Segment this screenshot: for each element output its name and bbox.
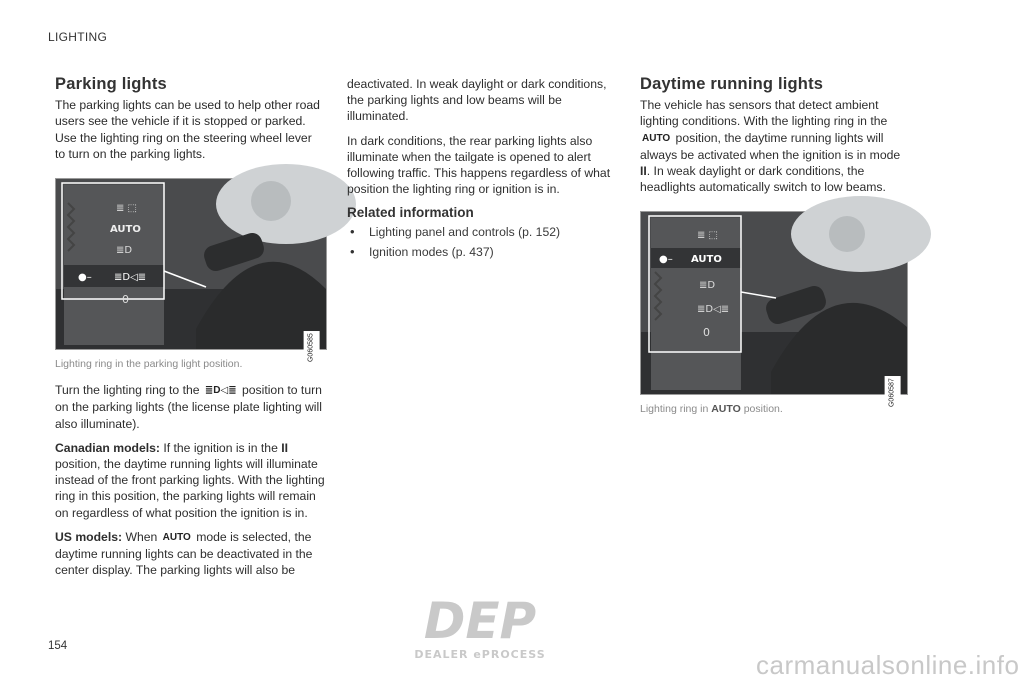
svg-text:●–: ●– (659, 254, 673, 266)
parking-intro: The parking lights can be used to help other road users see the vehicle if it is stopped or parked. Use the lighting ring on the steering wheel lever to turn on the parking lights. (55, 98, 320, 161)
lighting-ring-auto-illustration (641, 212, 907, 394)
deactivated-paragraph: deactivated. In weak daylight or dark conditions, the parking lights and low beams will be illuminated. (347, 77, 607, 124)
us-models-paragraph: US models: When AUTO mode is selected, the daytime running lights can be deactivated in the center display. The parking lights will also be (55, 529, 313, 578)
svg-text:≣D: ≣D (116, 245, 133, 257)
zero-label: 0 (703, 326, 710, 340)
svg-text:DEP: DEP (423, 592, 537, 650)
turn-ring-paragraph: Turn the lighting ring to the ≣D◁≣ position to turn on the parking lights (the license plate lighting will also illuminate). (55, 383, 322, 431)
drl-paragraph: The vehicle has sensors that detect ambient lighting conditions. With the lighting ring in the AUTO position, the daytime running lights will always be activated when the ignition is in mode II. In weak daylight or dark conditions, the headlights automatically switch to low beams. (640, 98, 901, 195)
auto-position-figure (640, 211, 908, 408)
parking-lights-section (55, 76, 325, 586)
parking-figure-caption: Lighting ring in the parking light position. (55, 358, 243, 371)
page-number: 154 (48, 640, 68, 652)
svg-text:≣D◁≣: ≣D◁≣ (697, 304, 730, 316)
parking-light-figure (55, 178, 327, 362)
related-link-ignition-modes[interactable]: • Ignition modes (p. 437) (347, 244, 615, 260)
parking-lights-heading: Parking lights (55, 75, 167, 93)
parking-light-icon: ≣D◁≣ (204, 385, 237, 397)
lighting-ring-illustration (56, 179, 326, 349)
auto-figure-caption: Lighting ring in AUTO position. (640, 403, 783, 416)
auto-symbol: AUTO (642, 132, 671, 144)
auto-label: AUTO (691, 254, 722, 266)
zero-label: 0 (122, 293, 129, 307)
rear-parking-paragraph: In dark conditions, the rear parking lights also illuminate when the tailgate is opened to alert following traffic. This happens regardless of what position the lighting ring or ignition is in. (347, 133, 611, 197)
daytime-running-lights-section (640, 76, 908, 428)
parking-lights-continued (347, 76, 615, 264)
watermark: carmanualsonline.info (756, 650, 1019, 680)
svg-text:≣D◁≣: ≣D◁≣ (114, 272, 147, 284)
svg-text:≣ ⬚: ≣ ⬚ (697, 230, 719, 242)
auto-label: AUTO (110, 224, 141, 236)
svg-text:≣D: ≣D (699, 280, 716, 292)
section-header: LIGHTING (48, 30, 108, 44)
svg-text:●–: ●– (78, 272, 92, 284)
figure-code: G060585 (304, 331, 320, 364)
svg-text:≣ ⬚: ≣ ⬚ (116, 203, 138, 215)
dealer-eprocess-logo (395, 590, 565, 665)
related-information-list (347, 224, 615, 260)
figure-code: G060587 (885, 376, 901, 409)
daytime-running-lights-heading: Daytime running lights (640, 75, 824, 93)
svg-text:DEALER ePROCESS: DEALER ePROCESS (414, 648, 546, 661)
auto-symbol: AUTO (162, 531, 191, 543)
related-link-lighting-panel[interactable]: • Lighting panel and controls (p. 152) (347, 224, 615, 240)
related-information-heading: Related information (347, 205, 474, 221)
canadian-models-paragraph: Canadian models: If the ignition is in the II position, the daytime running lights will illuminate instead of the front parking lights. With the lighting ring in this position, the parking lights will remain on regardless of what position the ignition is in. (55, 440, 325, 520)
